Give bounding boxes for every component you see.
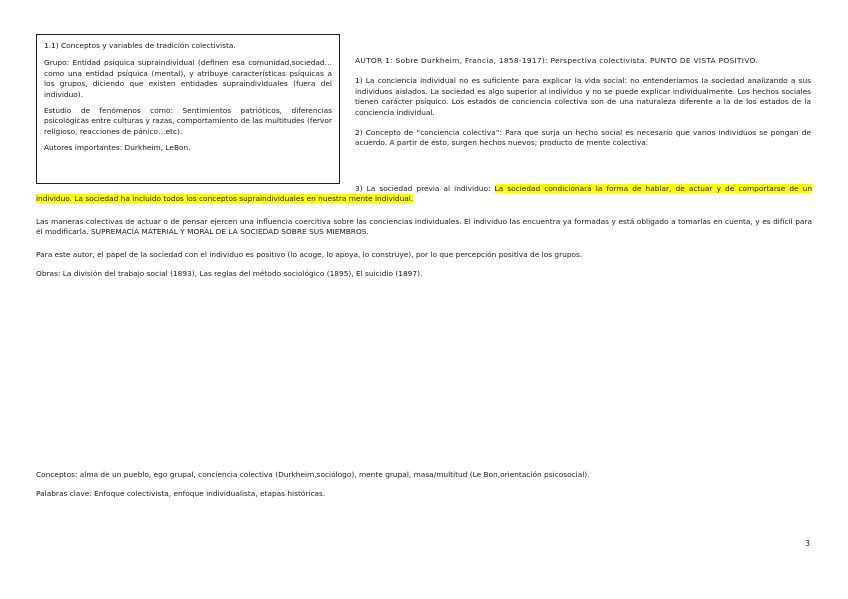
- palabras-clave: Palabras clave: Enfoque colectivista, enfoque individualista, etapas históricas.: [36, 489, 326, 498]
- page-number: 3: [805, 539, 811, 548]
- highlighted-text: La sociedad condicionará la forma de hablar, de actuar y de comportarse de un individuo. La sociedad ha incluido todos los conceptos supraindividuales en nuestra mente individual.: [36, 184, 812, 204]
- conceptos-paragraph: Conceptos: alma de un pueblo, ego grupal, conciencia colectiva (Durkheim,sociólogo), mente grupal, masa/multitud (Le Bon,orientación psicosocial).: [36, 470, 590, 479]
- point-3-lead: 3) La sociedad previa al individuo:: [355, 184, 495, 193]
- papel-paragraph: Para este autor, el papel de la sociedad con el individuo es positivo (lo acoge, lo apoya, lo construye), por lo que percepción positiva de los grupos.: [36, 250, 583, 259]
- point-3: [36, 184, 812, 205]
- obras-paragraph: Obras: La división del trabajo social (1893), Las reglas del método sociológico (1895), El suicidio (1897).: [36, 269, 423, 278]
- author-column: [355, 56, 811, 159]
- section-title: 1.1) Conceptos y variables de tradición colectivista.: [44, 41, 236, 50]
- autores-paragraph: Autores importantes: Durkheim, LeBon.: [44, 143, 191, 153]
- point-1: 1) La conciencia individual no es suficiente para explicar la vida social: no entenderíamos la sociedad analizando a sus individuos aislados. La sociedad es algo superior al individuo y no se puede explicar individualmente. Los hechos sociales tienen carácter psíquico. Los estados de conciencia colectiva son de una naturaleza diferente a la de los estados de la conciencia individual.: [355, 76, 811, 117]
- maneras-paragraph: Las maneras colectivas de actuar o de pensar ejercen una influencia coercitiva sobre las conciencias individuales. El individuo las encuentra ya formadas y está obligado a tomarlas en cuenta, y es difícil para él modificarla. SUPREMACÍA MATERIAL Y MORAL DE LA SOCIEDAD SOBRE SUS MIEMBROS.: [36, 217, 812, 237]
- estudio-paragraph: Estudio de fenómenos como: Sentimientos patrióticos, diferencias psicológicas entre culturas y razas, comportamiento de las multitudes (fervor religioso, reacciones de pánico…etc).: [44, 106, 332, 136]
- concept-box: [36, 34, 340, 184]
- grupo-paragraph: Grupo: Entidad psíquica supraindividual (definen esa comunidad,sociedad… como una entidad psíquica (mental), y atribuye características psíquicas a los grupos, diciendo que existen entidades supraindividuales (fuera del individuo).: [44, 58, 332, 99]
- author-heading: AUTOR 1: Sobre Durkheim, Francia, 1858-1917): Perspectiva colectivista. PUNTO DE VISTA POSITIVO.: [355, 56, 758, 65]
- point-2: 2) Concepto de “conciencia colectiva”: Para que surja un hecho social es necesario que varios individuos se pongan de acuerdo. A partir de esto, surgen hechos nuevos; producto de mente colectiva.: [355, 128, 811, 148]
